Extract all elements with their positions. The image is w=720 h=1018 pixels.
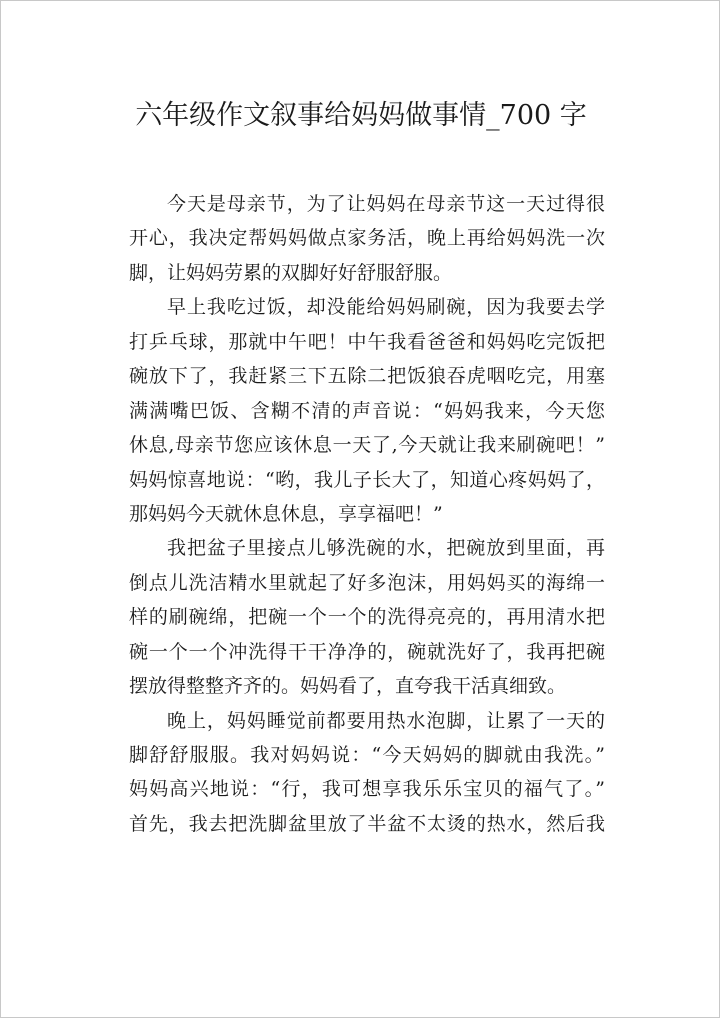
- paragraph-line: 碗一个一个冲洗得干干净净的，碗就洗好了，我再把碗: [129, 640, 605, 663]
- paragraph-line: 脚舒舒服服。我对妈妈说：“今天妈妈的脚就由我洗。”: [129, 744, 605, 766]
- document-body: [129, 187, 605, 841]
- paragraph-line: 满满嘴巴饭、含糊不清的声音说：“妈妈我来，今天您: [129, 399, 605, 422]
- paragraph-line: 休息,母亲节您应该休息一天了,今天就让我来刷碗吧！”: [129, 434, 605, 457]
- paragraph-line: 早上我吃过饭，却没能给妈妈刷碗，因为我要去学: [167, 296, 605, 319]
- paragraph-line: 那妈妈今天就休息休息，享享福吧！”: [129, 502, 443, 525]
- paragraph-line: 打乒乓球，那就中午吧！中午我看爸爸和妈妈吃完饭把: [129, 330, 605, 353]
- paragraph-line: 脚，让妈妈劳累的双脚好好舒服舒服。: [129, 261, 453, 284]
- paragraph-line: 我把盆子里接点儿够洗碗的水，把碗放到里面，再: [167, 537, 605, 560]
- paragraph-line: 摆放得整整齐齐的。妈妈看了，直夸我干活真细致。: [129, 675, 567, 698]
- paragraph-line: 碗放下了，我赶紧三下五除二把饭狼吞虎咽吃完，用塞: [129, 365, 605, 388]
- paragraph-line: 今天是母亲节，为了让妈妈在母亲节这一天过得很: [167, 193, 605, 215]
- paragraph-line: 倒点儿洗洁精水里就起了好多泡沫，用妈妈买的海绵一: [129, 571, 605, 594]
- paragraph-line: 妈妈高兴地说：“行，我可想享我乐乐宝贝的福气了。”: [129, 778, 605, 801]
- paragraph-line: 开心，我决定帮妈妈做点家务活，晚上再给妈妈洗一次: [129, 227, 605, 250]
- paragraph-line: 样的刷碗绵，把碗一个一个的洗得亮亮的，再用清水把: [129, 606, 605, 629]
- document-title: 六年级作文叙事给妈妈做事情_700 字: [135, 100, 587, 131]
- paragraph-line: 晚上，妈妈睡觉前都要用热水泡脚，让累了一天的: [167, 709, 605, 732]
- paragraph-line: 首先，我去把洗脚盆里放了半盆不太烫的热水，然后我: [129, 812, 605, 835]
- paragraph-line: 妈妈惊喜地说：“哟，我儿子长大了，知道心疼妈妈了，: [129, 468, 605, 491]
